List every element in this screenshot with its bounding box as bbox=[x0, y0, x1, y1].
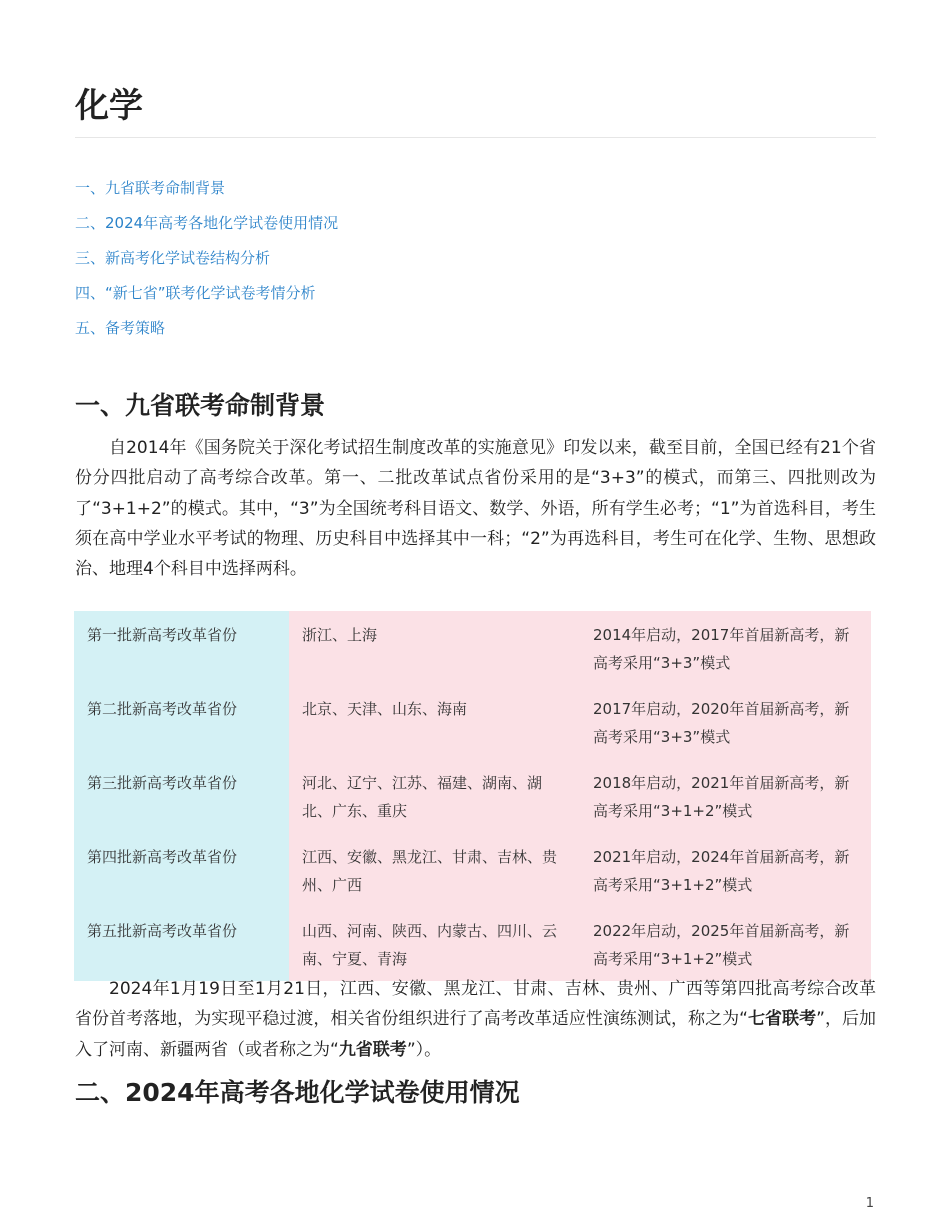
paragraph-text: ”）。 bbox=[406, 1039, 442, 1060]
info-cell: 2018年启动，2021年首届新高考，新高考采用“3+1+2”模式 bbox=[580, 759, 871, 833]
toc-item bbox=[75, 247, 338, 282]
toc-link-5[interactable]: 五、备考策略 bbox=[75, 319, 166, 337]
page-number: 1 bbox=[865, 1196, 874, 1211]
table-row bbox=[74, 907, 871, 981]
batch-cell: 第五批新高考改革省份 bbox=[74, 907, 289, 981]
table-row bbox=[74, 833, 871, 907]
toc-item bbox=[75, 177, 338, 212]
paragraph-text: 2024年1月19日至1月21日，江西、安徽、黑龙江、甘肃、吉林、贵州、广西等第四批高考综合改革省份首考落地，为实现平稳过渡，相关省份组织进行了高考改革适应性演练测试，称之为“ bbox=[75, 979, 876, 1030]
table-row bbox=[74, 611, 871, 685]
batch-cell: 第四批新高考改革省份 bbox=[74, 833, 289, 907]
table-row bbox=[74, 759, 871, 833]
reform-provinces-table bbox=[74, 611, 871, 981]
info-cell: 2022年启动，2025年首届新高考，新高考采用“3+1+2”模式 bbox=[580, 907, 871, 981]
toc-link-4[interactable]: 四、“新七省”联考化学试卷考情分析 bbox=[75, 284, 316, 302]
info-cell: 2017年启动，2020年首届新高考，新高考采用“3+3”模式 bbox=[580, 685, 871, 759]
info-cell: 2021年启动，2024年首届新高考，新高考采用“3+1+2”模式 bbox=[580, 833, 871, 907]
section-1-paragraph: 自2014年《国务院关于深化考试招生制度改革的实施意见》印发以来，截至目前，全国已经有21个省份分四批启动了高考综合改革。第一、二批改革试点省份采用的是“3+3”的模式，而第三、四批则改为了“3+1+2”的模式。其中，“3”为全国统考科目语文、数学、外语，所有学生必考；“1”为首选科目，考生须在高中学业水平考试的物理、历史科目中选择其中一科；“2”为再选科目，考生可在化学、生物、思想政治、地理4个科目中选择两科。 bbox=[75, 438, 876, 580]
info-cell: 2014年启动，2017年首届新高考，新高考采用“3+3”模式 bbox=[580, 611, 871, 685]
provinces-cell: 北京、天津、山东、海南 bbox=[289, 685, 580, 759]
provinces-cell: 江西、安徽、黑龙江、甘肃、吉林、贵州、广西 bbox=[289, 833, 580, 907]
section-1-heading: 一、九省联考命制背景 bbox=[75, 391, 326, 420]
section-2-heading: 二、2024年高考各地化学试卷使用情况 bbox=[75, 1078, 520, 1107]
toc-link-2[interactable]: 二、2024年高考各地化学试卷使用情况 bbox=[75, 214, 339, 232]
provinces-cell: 浙江、上海 bbox=[289, 611, 580, 685]
provinces-cell: 山西、河南、陕西、内蒙古、四川、云南、宁夏、青海 bbox=[289, 907, 580, 981]
table-row bbox=[74, 685, 871, 759]
paragraph-text: ”，后加入了河南、新疆两省（或者称之为“ bbox=[75, 1009, 877, 1060]
page-title: 化学 bbox=[75, 86, 143, 126]
toc-item bbox=[75, 317, 338, 352]
batch-cell: 第一批新高考改革省份 bbox=[74, 611, 289, 685]
bold-term-nine-province: 九省联考 bbox=[338, 1039, 407, 1060]
toc-link-1[interactable]: 一、九省联考命制背景 bbox=[75, 179, 226, 197]
toc-item bbox=[75, 212, 338, 247]
title-divider bbox=[75, 137, 876, 138]
table-of-contents bbox=[75, 177, 338, 352]
section-1-paragraph-2 bbox=[75, 974, 876, 1065]
batch-cell: 第二批新高考改革省份 bbox=[74, 685, 289, 759]
toc-item bbox=[75, 282, 338, 317]
provinces-cell: 河北、辽宁、江苏、福建、湖南、湖北、广东、重庆 bbox=[289, 759, 580, 833]
toc-link-3[interactable]: 三、新高考化学试卷结构分析 bbox=[75, 249, 271, 267]
bold-term-seven-province: 七省联考 bbox=[747, 1009, 817, 1030]
batch-cell: 第三批新高考改革省份 bbox=[74, 759, 289, 833]
